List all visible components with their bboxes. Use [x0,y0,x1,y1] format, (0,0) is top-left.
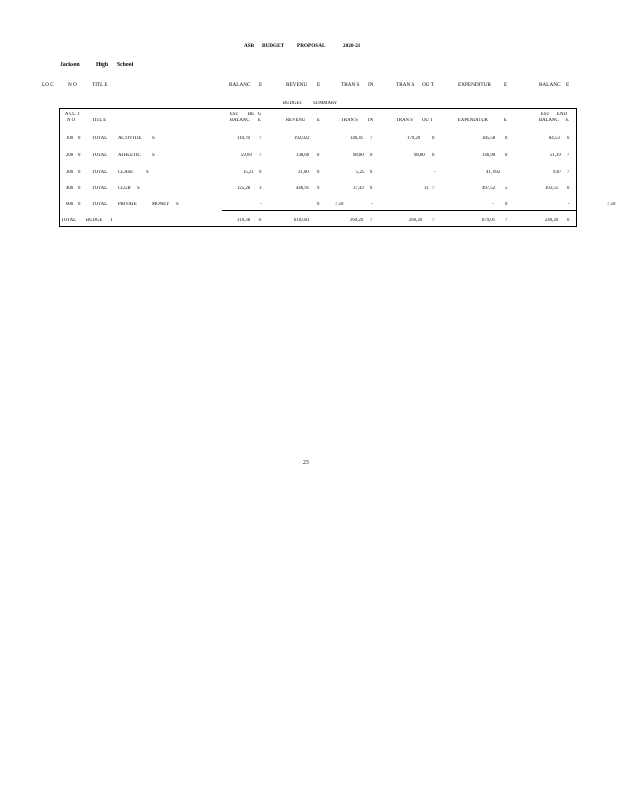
trans-in-cell: 98,80 [353,153,364,158]
title-cell: TOTAL [92,170,108,175]
header-text: E [317,82,321,88]
title-header: TITL E [92,118,107,123]
acct-cell: 0 [78,186,81,191]
trans-out-cell: 179,20 [407,136,421,141]
header-text: TRAN S [341,82,360,88]
end-cell: 103,51 [545,186,559,191]
revenue-header: REVENU [286,118,306,123]
end-header: END [557,112,567,117]
trans-out-cell: - [434,170,436,175]
end-cell: 6 [567,136,570,141]
header-text: BALANC [229,82,251,88]
title-cell: PRIVATE [118,202,137,207]
trans-out-cell: 7 [432,186,435,191]
trans-out-cell: 269,20 [409,218,423,223]
beg-cell: 7 [259,153,262,158]
expenditure-cell: 7 [505,218,508,223]
trans-out-cell: 7 [432,218,435,223]
overflow-cell: 7,50 [607,202,616,207]
beg-cell: 125,28 [237,186,251,191]
beg-cell: 9 [259,170,262,175]
revenue-cell: 818,041 [294,218,310,223]
school-word: High [96,62,109,68]
beg-cell: 310,38 [237,218,251,223]
trans-in-cell: - [371,202,373,207]
title-cell: S [146,170,149,175]
end-cell: 7 [567,153,570,158]
trans-out-cell: 0 [432,153,435,158]
header-text: N O [68,82,77,88]
title-cell: CLUB [118,186,131,191]
beg-cell: 59,69 [241,153,252,158]
end-cell: 0 [567,218,570,223]
trans-in-cell: 37,43 [353,186,364,191]
header-text: EXPENDITUR [458,82,491,88]
trans-out-cell: 11 [424,186,429,191]
title-word: 2020-21 [343,43,361,49]
header-text: LO C [42,82,54,88]
title-cell: ACTIVITIE [118,136,142,141]
trans-in-cell: 0 [370,186,373,191]
beg-cell: 6 [259,218,262,223]
title-word: BUDGET [262,43,285,49]
expenditure-header: EXPENDITUR [458,118,488,123]
trans-in-cell: 7 [370,136,373,141]
expenditure-cell: 146,90 [482,153,496,158]
expenditure-cell: 879,01 [482,218,496,223]
title-word: ASB [244,43,255,49]
acct-cell: 0 [78,202,81,207]
beg-header: EST [230,112,239,117]
header-text: E [566,82,570,88]
expenditure-header: E [504,118,507,123]
acct-cell: 0 [78,136,81,141]
title-cell: MONEY [152,202,170,207]
acct-cell: 100 [66,136,74,141]
trans-in-cell: 5,25 [356,170,365,175]
revenue-cell: 9 [317,186,320,191]
expenditure-cell: 497,52 [482,186,496,191]
expenditure-cell: 0 [505,202,508,207]
revenue-cell: 138,60 [296,153,310,158]
header-text: REVENU [286,82,308,88]
title-cell: ATHLETIC [118,153,141,158]
end-cell: 84,53 [549,136,560,141]
trans-out-header: TRAN S [396,118,413,123]
school-word: School [117,62,134,68]
expenditure-cell: 185,58 [482,136,496,141]
title-cell: TOTAL [92,186,108,191]
beg-cell: - [260,202,262,207]
expenditure-cell: 5 [505,186,508,191]
page-number: 23 [303,460,309,466]
title-cell: TOTAL [92,136,108,141]
title-cell: S [137,186,140,191]
header-text: OU T [422,82,434,88]
total-label: TOTAL [61,218,77,223]
trans-in-header: TRAN S [341,118,358,123]
header-text: IN [368,82,374,88]
revenue-cell: 0 [317,202,320,207]
beg-header: BALANC [230,118,250,123]
header-text: E [504,82,508,88]
header-text: TITL E [92,82,108,88]
beg-cell: 7 [259,136,262,141]
acct-cell: 0 [78,153,81,158]
revenue-cell: 192,022 [294,136,310,141]
total-divider [222,210,576,211]
end-cell: 7 [567,170,570,175]
revenue-header: E [317,118,320,123]
title-cell: CLASE [118,170,134,175]
trans-in-cell: 7 [370,218,373,223]
beg-header: E [258,118,261,123]
end-cell: 249,20 [545,218,559,223]
header-text: TRAN S [396,82,415,88]
beg-cell: 110,78 [237,136,250,141]
trans-in-cell: 269,20 [350,218,364,223]
beg-header: BE [248,112,255,117]
acct-cell: 600 [66,202,74,207]
title-cell: S [152,136,155,141]
end-cell: 51,39 [550,153,561,158]
header-text: BALANC [539,82,561,88]
title-word: PROPOSAL [297,43,326,49]
acct-header: A CC T [65,112,80,117]
trans-in-cell: 0 [370,170,373,175]
summary-word: SUMMARY [313,101,338,106]
trans-in-header: IN [368,118,374,123]
trans-out-header: OU T [422,118,433,123]
title-cell: S [152,153,155,158]
acct-cell: 400 [66,186,74,191]
trans-in-cell: 146,41 [350,136,364,141]
total-label: T [110,218,113,223]
total-label: BUDGE [86,218,103,223]
revenue-cell: 0 [317,153,320,158]
end-cell: 0 [567,186,570,191]
beg-cell: 15,21 [243,170,254,175]
acct-cell: 300 [66,170,74,175]
trans-out-cell: 0 [432,136,435,141]
acct-header: N O [67,118,76,123]
revenue-cell: 446,91 [296,186,310,191]
acct-cell: 200 [66,153,74,158]
trans-out-cell: 98,80 [414,153,425,158]
end-cell: 9,87 [553,170,562,175]
expenditure-cell: 41, [486,170,492,175]
expenditure-cell: 0 [505,136,508,141]
header-text: E [259,82,263,88]
end-header: E [566,118,569,123]
revenue-cell: 0 [317,170,320,175]
end-header: EST [541,112,550,117]
beg-header: G [258,112,262,117]
title-cell: TOTAL [92,202,108,207]
summary-word: BUDGET [283,101,303,106]
expenditure-cell: 0 [505,153,508,158]
expenditure-cell: - [492,202,494,207]
title-cell: S [176,202,179,207]
trans-in-cell: 0 [370,153,373,158]
school-word: Jackson [60,62,80,68]
acct-cell: 0 [78,170,81,175]
title-cell: TOTAL [92,153,108,158]
revenue-cell: 31,00 [298,170,309,175]
trans-in-cell: 7,50 [335,202,344,207]
end-cell: - [568,202,570,207]
end-header: BALANC [539,118,559,123]
beg-cell: 3 [259,186,262,191]
expenditure-cell: 692 [493,170,501,175]
